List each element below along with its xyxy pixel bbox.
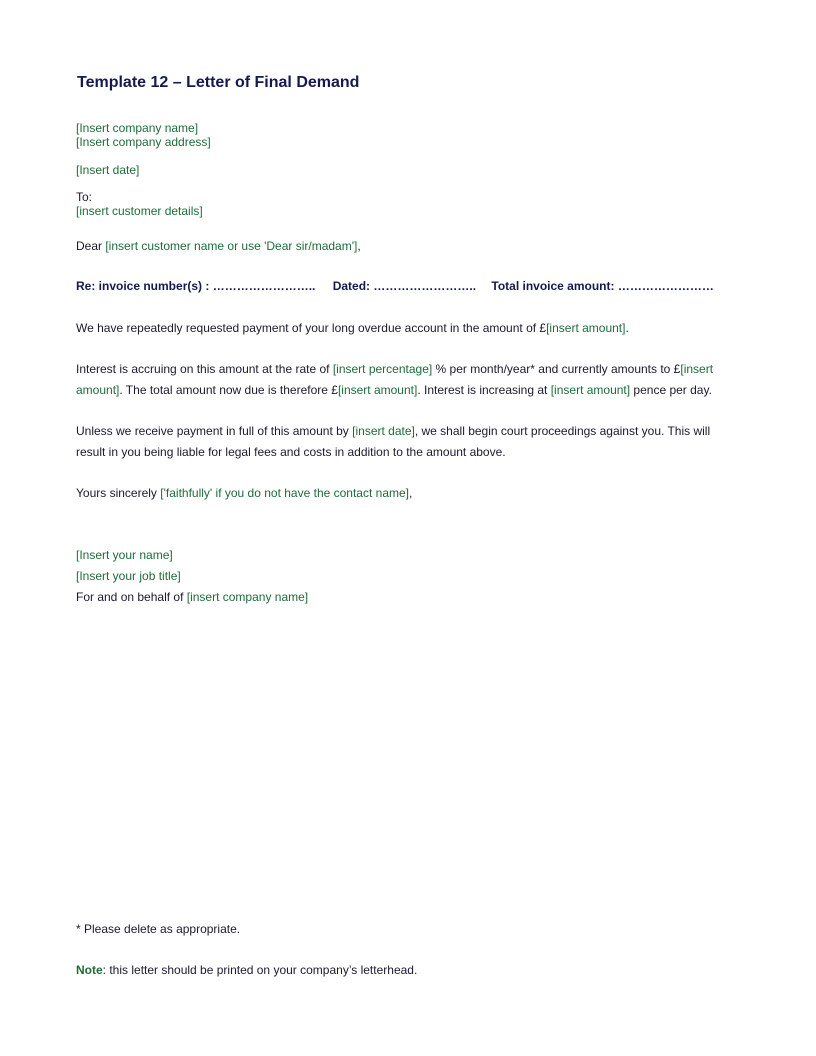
note-text: : this letter should be printed on your company’s letterhead. — [102, 963, 418, 977]
note-label: Note — [76, 963, 103, 977]
footnote: * Please delete as appropriate. — [76, 922, 241, 936]
percentage-placeholder: [insert percentage] — [332, 362, 433, 376]
total-due-placeholder: [insert amount] — [337, 383, 418, 397]
closing-line: Yours sincerely ['faithfully' if you do not have the contact name], — [76, 486, 413, 500]
deadline-date-placeholder: [insert date] — [352, 424, 415, 438]
letterhead-note — [76, 963, 417, 977]
dated-field: Dated: …………………….. — [332, 279, 477, 293]
paragraph-interest: Interest is accruing on this amount at the rate of [insert percentage] % per month/year* and currently amounts to £[insert amount]. The total amount now due is therefore £[insert amount]. Interest is increasing at [insert amount] pence per day. — [76, 362, 714, 397]
company-name-placeholder: [Insert company name] — [76, 121, 199, 135]
salutation-placeholder: [insert customer name or use 'Dear sir/madam'] — [105, 239, 358, 253]
paragraph-court-proceedings: Unless we receive payment in full of this amount by [insert date], we shall begin court proceedings against you. This will result in you being liable for legal fees and costs in addition to the amount above. — [76, 424, 711, 459]
paragraph-overdue: We have repeatedly requested payment of your long overdue account in the amount of £[insert amount]. — [76, 321, 629, 335]
on-behalf-line: For and on behalf of [insert company name] — [76, 590, 309, 604]
salutation — [76, 239, 361, 253]
amount-placeholder: [insert amount] — [546, 321, 626, 335]
signature-block — [76, 545, 726, 608]
behalf-company-placeholder: [insert company name] — [186, 590, 309, 604]
to-label: To: — [76, 190, 93, 204]
date-placeholder: [Insert date] — [76, 163, 140, 177]
daily-interest-placeholder: [insert amount] — [550, 383, 631, 397]
your-name-placeholder: [Insert your name] — [76, 548, 173, 562]
closing-placeholder: ['faithfully' if you do not have the contact name] — [160, 486, 409, 500]
invoice-number-field: Re: invoice number(s) : …………………….. — [76, 279, 316, 293]
company-address-placeholder: [Insert company address] — [76, 135, 211, 149]
customer-details-placeholder: [insert customer details] — [76, 204, 203, 218]
total-amount-field: Total invoice amount: …………………… — [491, 279, 714, 293]
interest-amount-placeholder: [insert amount] — [76, 362, 714, 397]
salutation-suffix: , — [357, 239, 361, 253]
job-title-placeholder: [Insert your job title] — [76, 569, 181, 583]
salutation-prefix: Dear — [76, 239, 106, 253]
document-title: Template 12 – Letter of Final Demand — [77, 74, 360, 91]
reference-line — [76, 279, 714, 293]
